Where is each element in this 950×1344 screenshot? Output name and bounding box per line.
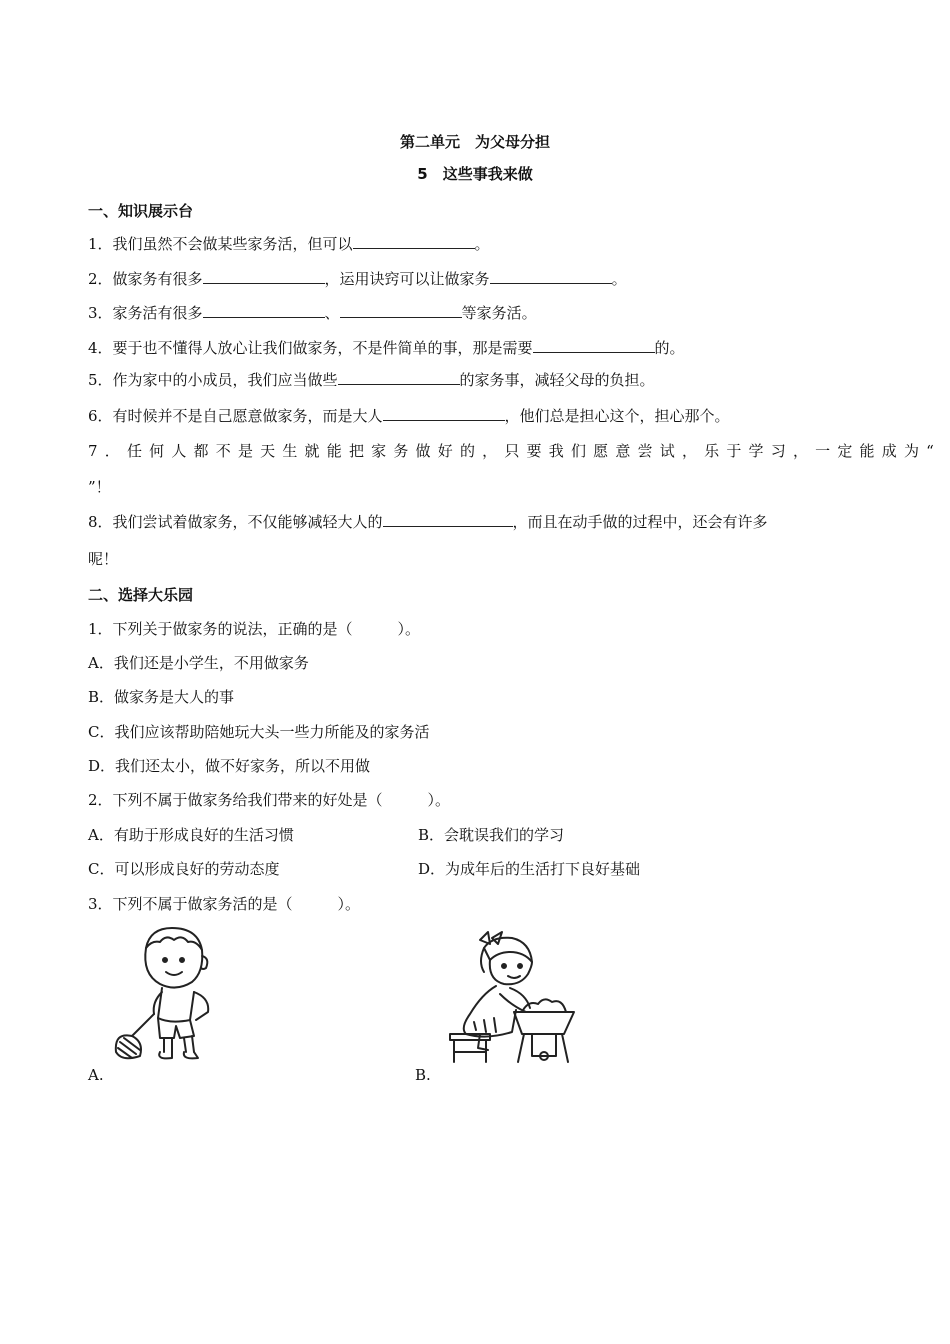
boy-sweeping-illustration <box>110 922 230 1067</box>
s1-question-3: 3．家务活有很多 、 等家务活。 <box>88 304 537 322</box>
s1-question-2: 2．做家务有很多 ，运用诀窍可以让做家务 。 <box>88 270 627 288</box>
answer-blank[interactable] <box>203 303 325 318</box>
s1-question-8-cont: 呢！ <box>88 550 119 568</box>
lesson-title: 5 这些事我来做 <box>417 165 533 183</box>
section2-heading: 二、选择大乐园 <box>88 586 194 604</box>
answer-blank[interactable] <box>383 512 513 527</box>
girl-washing-illustration <box>440 922 580 1067</box>
section1-heading: 一、知识展示台 <box>88 202 194 220</box>
s2-q1-option-a[interactable]: A．我们还是小学生，不用做家务 <box>88 654 309 672</box>
s1-question-8: 8．我们尝试着做家务，不仅能够减轻大人的 ，而且在动手做的过程中，还会有许多 <box>88 513 768 531</box>
s2-q2-option-c[interactable]: C．可以形成良好的劳动态度 <box>88 860 280 878</box>
s2-q3-option-a-label[interactable]: A. <box>88 1066 104 1084</box>
s2-question-3-stem: 3．下列不属于做家务活的是（ ）。 <box>88 895 361 913</box>
s1-question-5: 5．作为家中的小成员，我们应当做些 的家务事，减轻父母的负担。 <box>88 371 655 389</box>
s2-q1-option-d[interactable]: D．我们还太小，做不好家务，所以不用做 <box>88 757 371 775</box>
answer-blank[interactable] <box>383 406 505 421</box>
s2-q2-option-b[interactable]: B．会耽误我们的学习 <box>418 826 565 844</box>
s2-question-2-stem: 2．下列不属于做家务给我们带来的好处是（ ）。 <box>88 791 451 809</box>
answer-blank[interactable] <box>490 269 612 284</box>
s1-question-6: 6．有时候并不是自己愿意做家务，而是大人 ，他们总是担心这个，担心那个。 <box>88 407 730 425</box>
s1-question-7-cont: ”！ <box>88 478 111 496</box>
answer-blank[interactable] <box>340 303 462 318</box>
answer-blank[interactable] <box>203 269 325 284</box>
s1-question-1: 1．我们虽然不会做某些家务活，但可以 。 <box>88 235 490 253</box>
s1-question-7: 7．任何人都不是天生就能把家务做好的，只要我们愿意尝试，乐于学习，一定能成为“ <box>88 442 942 460</box>
s2-q1-option-c[interactable]: C．我们应该帮助陪她玩大头一些力所能及的家务活 <box>88 723 430 741</box>
answer-blank[interactable] <box>338 370 460 385</box>
answer-blank[interactable] <box>353 234 475 249</box>
s2-question-1-stem: 1．下列关于做家务的说法，正确的是（ ）。 <box>88 620 421 638</box>
s2-q3-option-b-label[interactable]: B. <box>415 1066 431 1084</box>
s2-q2-option-d[interactable]: D．为成年后的生活打下良好基础 <box>418 860 641 878</box>
answer-blank[interactable] <box>533 338 655 353</box>
s2-q1-option-b[interactable]: B．做家务是大人的事 <box>88 688 235 706</box>
unit-title: 第二单元 为父母分担 <box>399 133 550 151</box>
s2-q2-option-a[interactable]: A．有助于形成良好的生活习惯 <box>88 826 294 844</box>
s1-question-4: 4．要于也不懂得人放心让我们做家务，不是件简单的事，那是需要 的。 <box>88 339 685 357</box>
